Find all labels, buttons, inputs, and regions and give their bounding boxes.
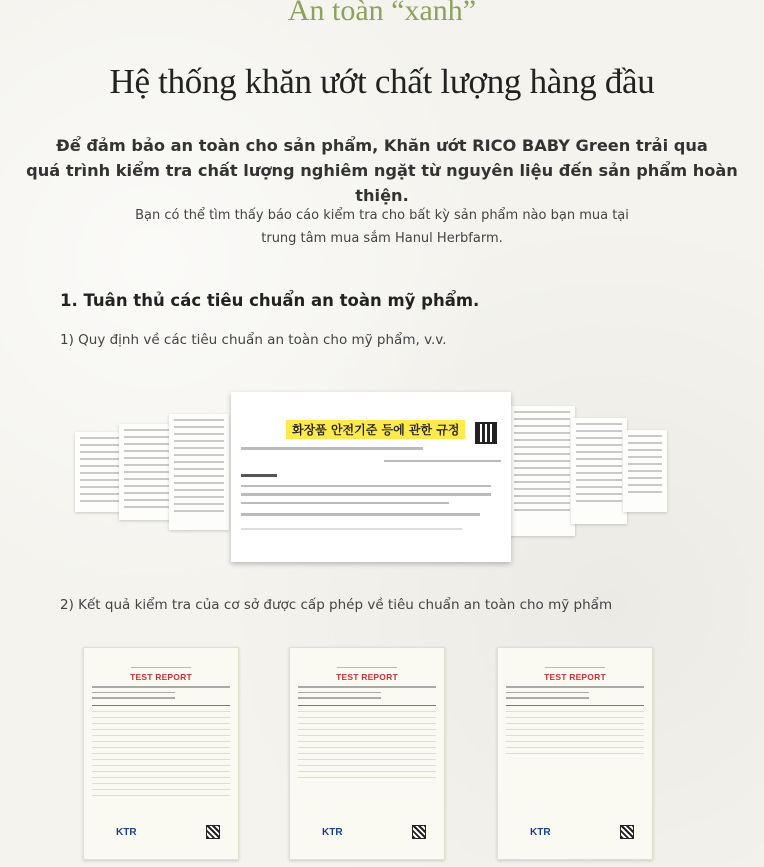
- report-line: [92, 697, 175, 699]
- report-line: [506, 686, 644, 688]
- document-line: [241, 447, 423, 450]
- report-line: [92, 692, 175, 694]
- crest-icon: [337, 656, 397, 668]
- ktr-logo: KTR: [116, 827, 137, 838]
- test-report-title: TEST REPORT: [544, 672, 606, 682]
- test-report-1: [83, 647, 239, 860]
- intro-note-line-1: Bạn có thể tìm thấy báo cáo kiểm tra cho bất kỳ sản phẩm nào bạn mua tại: [135, 208, 629, 223]
- test-report-title: TEST REPORT: [336, 672, 398, 682]
- regulation-document-front: [231, 392, 511, 562]
- report-line: [298, 692, 381, 694]
- document-line: [241, 493, 491, 496]
- report-footer: [92, 807, 230, 853]
- document-header: [241, 398, 501, 404]
- report-line: [506, 697, 589, 699]
- document-page: [509, 406, 575, 536]
- document-page: [571, 418, 627, 524]
- regulation-documents-image: [75, 392, 675, 562]
- document-line: [241, 502, 449, 505]
- crest-icon: [131, 656, 191, 668]
- subsection-regulation: 1) Quy định về các tiêu chuẩn an toàn cho mỹ phẩm, v.v.: [60, 332, 447, 348]
- intro-lead-line-2: quá trình kiểm tra chất lượng nghiêm ngặt từ nguyên liệu đến sản phẩm hoàn thiện.: [26, 161, 738, 205]
- test-report-3: [497, 647, 653, 860]
- document-line: [241, 528, 462, 531]
- page-title: Hệ thống khăn ướt chất lượng hàng đầu: [109, 62, 655, 101]
- intro-lead: [0, 133, 764, 208]
- intro-note-line-2: trung tâm mua sắm Hanul Herbfarm.: [261, 231, 503, 246]
- report-table: [92, 705, 230, 796]
- document-line: [241, 513, 480, 516]
- ktr-logo: KTR: [322, 827, 343, 838]
- document-page: [169, 414, 229, 530]
- report-footer: [506, 807, 644, 853]
- qr-code-icon: [206, 825, 220, 839]
- crest-icon: [545, 656, 605, 668]
- document-line: [241, 474, 277, 477]
- report-line: [298, 697, 381, 699]
- section-eyebrow: An toàn “xanh”: [287, 0, 477, 27]
- document-line: [384, 460, 501, 463]
- qr-code-icon: [475, 422, 497, 444]
- intro-lead-line-1: Để đảm bảo an toàn cho sản phẩm, Khăn ướt RICO BABY Green trải qua: [56, 136, 708, 155]
- regulation-title-highlight: 화장품 안전기준 등에 관한 규정: [286, 420, 465, 439]
- subsection-test-results: 2) Kết quả kiểm tra của cơ sở được cấp phép về tiêu chuẩn an toàn cho mỹ phẩm: [60, 597, 613, 613]
- test-report-2: [289, 647, 445, 860]
- report-line: [92, 686, 230, 688]
- report-table: [506, 705, 644, 754]
- report-line: [298, 686, 436, 688]
- report-footer: [298, 807, 436, 853]
- document-line: [241, 485, 491, 488]
- qr-code-icon: [620, 825, 634, 839]
- qr-code-icon: [412, 825, 426, 839]
- ktr-logo: KTR: [530, 827, 551, 838]
- intro-note: [0, 204, 764, 250]
- document-page: [75, 432, 125, 512]
- report-line: [506, 692, 589, 694]
- section-heading: 1. Tuân thủ các tiêu chuẩn an toàn mỹ phẩm.: [60, 291, 480, 310]
- document-page: [623, 430, 667, 512]
- report-table: [298, 705, 436, 778]
- test-report-title: TEST REPORT: [130, 672, 192, 682]
- document-page: [119, 424, 175, 520]
